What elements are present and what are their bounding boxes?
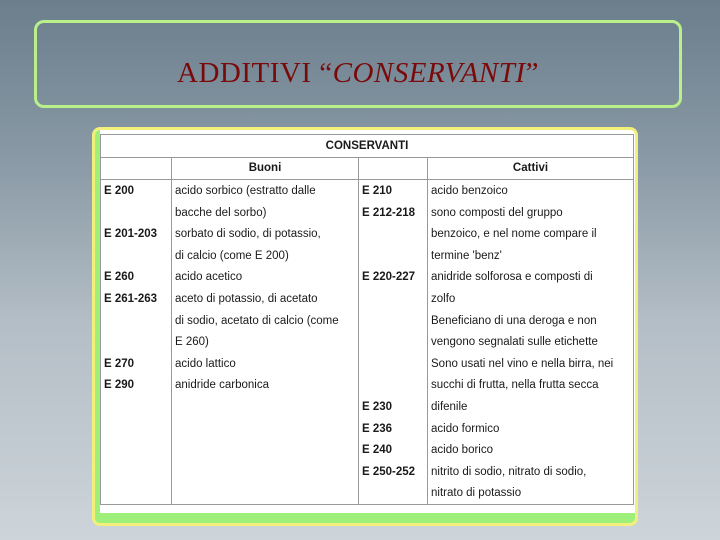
table-row (101, 180, 634, 202)
good-code-cell: E 200 (101, 180, 172, 202)
frame-bottom-bar (95, 513, 635, 523)
good-desc-cell: di sodio, acetato di calcio (come (172, 310, 359, 332)
bad-code-cell (359, 483, 428, 505)
good-code-cell: E 261-263 (101, 288, 172, 310)
bad-desc-cell: nitrito di sodio, nitrato di sodio, (428, 461, 634, 483)
bad-desc-cell: succhi di frutta, nella frutta secca (428, 375, 634, 397)
bad-code-cell (359, 331, 428, 353)
table-row (101, 202, 634, 224)
good-code-cell (101, 331, 172, 353)
good-code-cell (101, 396, 172, 418)
bad-desc-cell: Sono usati nel vino e nella birra, nei (428, 353, 634, 375)
bad-code-cell (359, 310, 428, 332)
good-code-cell (101, 310, 172, 332)
good-desc-cell: bacche del sorbo) (172, 202, 359, 224)
table-header-row (101, 157, 634, 180)
bad-desc-cell: anidride solforosa e composti di (428, 267, 634, 289)
bad-code-cell (359, 245, 428, 267)
table-row (101, 331, 634, 353)
bad-code-cell (359, 288, 428, 310)
bad-desc-cell: difenile (428, 396, 634, 418)
good-desc-cell: anidride carbonica (172, 375, 359, 397)
bad-code-cell: E 250-252 (359, 461, 428, 483)
table-frame (92, 127, 638, 526)
table-row (101, 310, 634, 332)
table-caption: CONSERVANTI (101, 135, 634, 158)
good-code-cell (101, 418, 172, 440)
good-desc-cell (172, 396, 359, 418)
bad-desc-cell: termine 'benz' (428, 245, 634, 267)
table-row (101, 375, 634, 397)
table-row (101, 288, 634, 310)
good-code-cell (101, 483, 172, 505)
bad-code-cell: E 236 (359, 418, 428, 440)
bad-desc-cell: benzoico, e nel nome compare il (428, 223, 634, 245)
table-row (101, 396, 634, 418)
good-desc-cell: E 260) (172, 331, 359, 353)
bad-code-cell: E 210 (359, 180, 428, 202)
table-row (101, 439, 634, 461)
good-desc-cell: acido sorbico (estratto dalle (172, 180, 359, 202)
preservatives-table (100, 134, 634, 505)
bad-desc-cell: sono composti del gruppo (428, 202, 634, 224)
header-bad: Cattivi (428, 157, 634, 180)
bad-desc-cell: acido formico (428, 418, 634, 440)
title-italic-text: CONSERVANTI (332, 57, 526, 89)
bad-code-cell: E 240 (359, 439, 428, 461)
good-desc-cell (172, 418, 359, 440)
header-good: Buoni (172, 157, 359, 180)
good-code-cell (101, 202, 172, 224)
table-row (101, 483, 634, 505)
good-code-cell: E 290 (101, 375, 172, 397)
title-end-quote: ” (525, 57, 539, 89)
table-row (101, 461, 634, 483)
good-desc-cell (172, 439, 359, 461)
table-caption-row (101, 135, 634, 158)
bad-desc-cell: acido borico (428, 439, 634, 461)
good-code-cell (101, 461, 172, 483)
bad-code-cell: E 230 (359, 396, 428, 418)
table-row (101, 267, 634, 289)
table-row (101, 353, 634, 375)
good-desc-cell: acido lattico (172, 353, 359, 375)
good-desc-cell (172, 461, 359, 483)
header-empty-right (359, 157, 428, 180)
table-row (101, 245, 634, 267)
header-empty-left (101, 157, 172, 180)
bad-code-cell (359, 353, 428, 375)
good-desc-cell (172, 483, 359, 505)
title-text: ADDITIVI “ (177, 57, 333, 89)
good-desc-cell: aceto di potassio, di acetato (172, 288, 359, 310)
bad-desc-cell: nitrato di potassio (428, 483, 634, 505)
good-code-cell: E 201-203 (101, 223, 172, 245)
bad-code-cell: E 212-218 (359, 202, 428, 224)
good-code-cell (101, 245, 172, 267)
table-row (101, 223, 634, 245)
table-row (101, 418, 634, 440)
bad-desc-cell: acido benzoico (428, 180, 634, 202)
good-code-cell: E 270 (101, 353, 172, 375)
good-desc-cell: acido acetico (172, 267, 359, 289)
bad-code-cell (359, 223, 428, 245)
title-box (34, 20, 682, 108)
good-code-cell: E 260 (101, 267, 172, 289)
bad-desc-cell: Beneficiano di una deroga e non (428, 310, 634, 332)
good-desc-cell: sorbato di sodio, di potassio, (172, 223, 359, 245)
bad-desc-cell: vengono segnalati sulle etichette (428, 331, 634, 353)
bad-code-cell: E 220-227 (359, 267, 428, 289)
slide-title (37, 57, 679, 90)
bad-desc-cell: zolfo (428, 288, 634, 310)
bad-code-cell (359, 375, 428, 397)
good-desc-cell: di calcio (come E 200) (172, 245, 359, 267)
good-code-cell (101, 439, 172, 461)
